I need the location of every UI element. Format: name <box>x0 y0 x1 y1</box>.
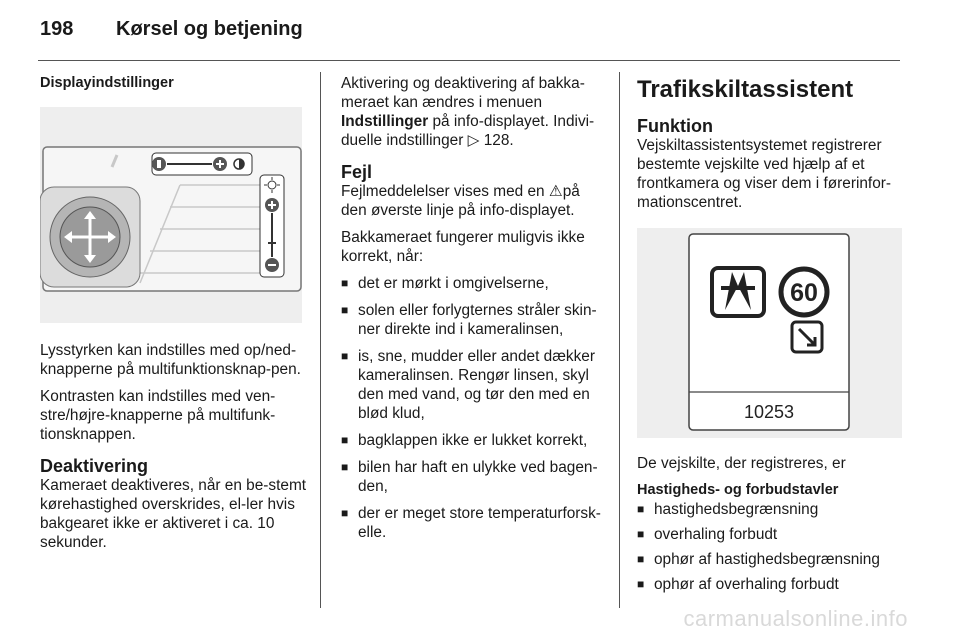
page-title: Kørsel og betjening <box>116 18 303 40</box>
malfunction-intro: Bakkameraet fungerer muligvis ikke korrekt, når: <box>341 229 585 265</box>
camera-display-settings-figure <box>40 107 302 323</box>
brightness-bar-icon <box>260 175 284 277</box>
function-paragraph: Vejskiltassistentsystemet registrerer bestemte vejskilte ved hjælp af et frontkamera og viser dem i førerinfor-mationscentret. <box>637 137 892 211</box>
function-heading: Funktion <box>637 116 713 136</box>
section-title: Trafikskiltassistent <box>637 76 854 103</box>
list-item: ■ ophør af hastighedsbegrænsning <box>637 550 905 569</box>
list-item: ■ bilen har haft en ulykke ved bagen-den, <box>341 458 606 496</box>
sign-list <box>637 500 905 594</box>
column-divider-2 <box>619 72 620 608</box>
list-item: ■ overhaling forbudt <box>637 525 905 544</box>
contrast-bar-icon <box>152 153 252 175</box>
deactivation-paragraph: Kameraet deaktiveres, når en be-stemt kørehastighed overskrides, el-ler hvis bakgearet ikke er aktiveret i ca. 10 sekunder. <box>40 477 307 551</box>
column-1 <box>40 74 308 560</box>
signs-intro: De vejskilte, der registreres, er <box>637 455 846 472</box>
list-item: ■ solen eller forlygternes stråler skin-ner direkte ind i kameralinsen, <box>341 301 606 339</box>
list-item: ■ bagklappen ikke er lukket korrekt, <box>341 431 606 450</box>
deactivation-heading: Deaktivering <box>40 456 149 476</box>
malfunction-list <box>341 274 606 542</box>
column-divider-1 <box>320 72 321 608</box>
speed-limit-value: 60 <box>790 279 818 307</box>
arrow-sign-icon <box>792 322 822 352</box>
warning-triangle-icon: ⚠ <box>548 183 563 200</box>
multifunction-knob-icon <box>40 187 140 287</box>
activation-paragraph: Aktivering og deaktivering af bakka-meraet kan ændres i menuen Indstillinger på info-displayet. Indivi-duelle indstillinger ▷ 128. <box>341 75 595 149</box>
error-paragraph: Fejlmeddelelser vises med en ⚠på den øverste linje på info-displayet. <box>341 183 580 219</box>
motorway-sign-icon <box>712 268 764 316</box>
column-3 <box>637 74 905 600</box>
column-2 <box>341 74 606 550</box>
page-ref-arrow-icon: ▷ <box>467 132 480 149</box>
error-heading: Fejl <box>341 162 373 182</box>
page-number: 198 <box>40 18 74 40</box>
brightness-paragraph: Lysstyrken kan indstilles med op/ned-knapperne på multifunktionsknap-pen. <box>40 342 301 378</box>
settings-menu-label: Indstillinger <box>341 113 429 130</box>
figure-code: 10253 <box>743 402 795 422</box>
traffic-sign-display-figure <box>637 228 902 438</box>
header-rule <box>38 60 900 61</box>
list-item: ■ hastighedsbegrænsning <box>637 500 905 519</box>
list-item: ■ ophør af overhaling forbudt <box>637 575 905 594</box>
page-ref: 128. <box>483 132 514 149</box>
sign-category-label: Hastigheds- og forbudstavler <box>637 482 839 498</box>
list-item: ■ det er mørkt i omgivelserne, <box>341 274 606 293</box>
display-settings-heading: Displayindstillinger <box>40 75 174 91</box>
list-item: ■ der er meget store temperaturforsk-elle. <box>341 504 606 542</box>
watermark: carmanualsonline.info <box>683 606 908 631</box>
contrast-paragraph: Kontrasten kan indstilles med ven-stre/højre-knapperne på multifunk-tionsknappen. <box>40 388 276 443</box>
speed-limit-sign-icon <box>781 269 827 315</box>
list-item: ■ is, sne, mudder eller andet dækker kameralinsen. Rengør linsen, skyl den med vand, og tør den med en blød klud, <box>341 347 606 423</box>
